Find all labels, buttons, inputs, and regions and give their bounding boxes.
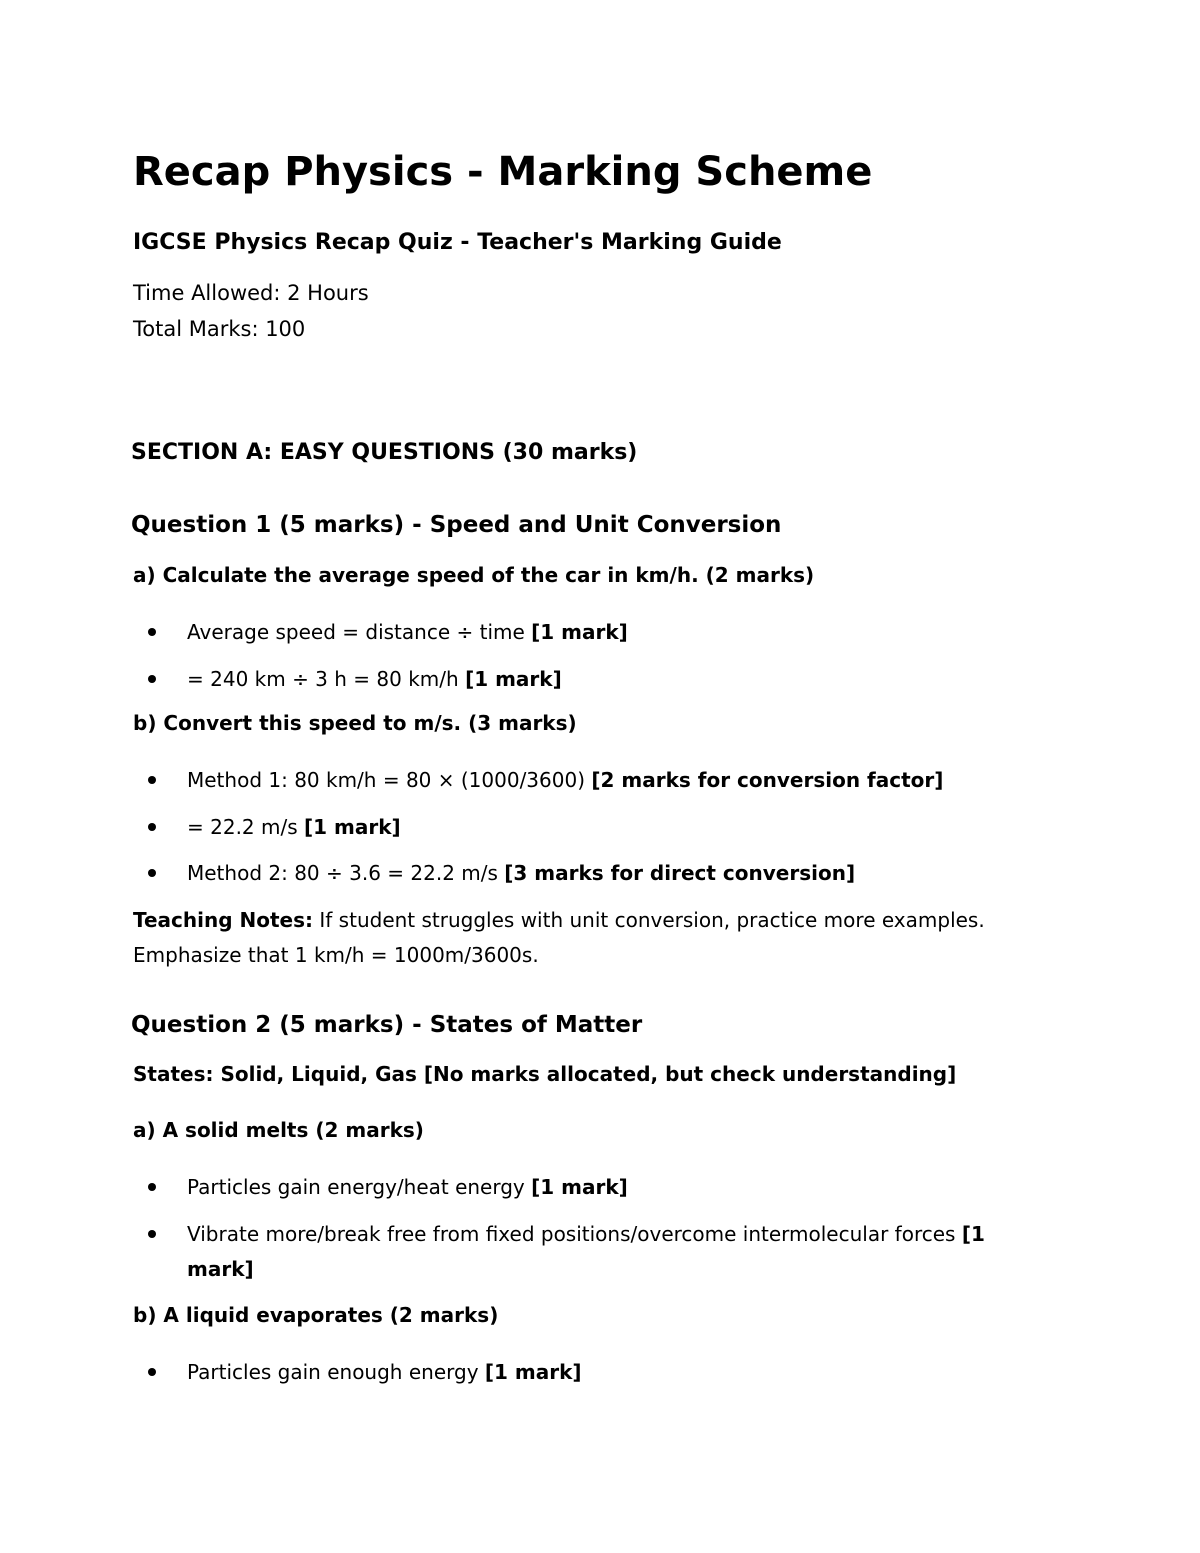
mark-allocation: [1 [961, 1222, 985, 1246]
mark-allocation: [3 marks for direct conversion] [504, 861, 856, 885]
mark-allocation: [1 mark] [531, 620, 628, 644]
list-item-continued [187, 1255, 254, 1283]
mark-allocation: [1 mark] [484, 1360, 582, 1384]
q2-part-a-prompt: a) A solid melts (2 marks) [133, 1118, 424, 1142]
mark-allocation: [1 mark] [465, 667, 562, 691]
list-item: Particles gain energy/heat energy [1 mark] [187, 1175, 628, 1199]
bullet-icon [148, 869, 156, 877]
teaching-notes: Teaching Notes: If student struggles with unit conversion, practice more examples. [133, 908, 985, 932]
page-subtitle: IGCSE Physics Recap Quiz - Teacher's Marking Guide [133, 230, 782, 255]
bullet-icon [148, 1183, 156, 1191]
question-1-heading: Question 1 (5 marks) - Speed and Unit Conversion [131, 512, 782, 538]
list-item: = 22.2 m/s [1 mark] [187, 815, 401, 839]
q1-part-a-prompt: a) Calculate the average speed of the car in km/h. (2 marks) [133, 563, 815, 587]
q2-part-b-prompt: b) A liquid evaporates (2 marks) [133, 1303, 499, 1327]
bullet-icon [148, 628, 156, 636]
page-title: Recap Physics - Marking Scheme [133, 149, 873, 195]
bullet-icon [148, 776, 156, 784]
mark-allocation: [2 marks for conversion factor] [591, 768, 944, 792]
list-item: Vibrate more/break free from fixed positions/overcome intermolecular forces [1 [187, 1222, 985, 1246]
bullet-icon [148, 675, 156, 683]
teaching-notes-label: Teaching Notes: [133, 908, 314, 932]
bullet-icon [148, 1368, 156, 1376]
list-item: Method 1: 80 km/h = 80 × (1000/3600) [2 marks for conversion factor] [187, 768, 944, 792]
bullet-icon [148, 823, 156, 831]
total-marks: Total Marks: 100 [133, 317, 306, 341]
question-2-heading: Question 2 (5 marks) - States of Matter [131, 1012, 643, 1038]
q1-part-b-prompt: b) Convert this speed to m/s. (3 marks) [133, 711, 577, 735]
teaching-notes-continued: Emphasize that 1 km/h = 1000m/3600s. [133, 943, 539, 967]
list-item: Average speed = distance ÷ time [1 mark] [187, 620, 628, 644]
list-item: Method 2: 80 ÷ 3.6 = 22.2 m/s [3 marks for direct conversion] [187, 861, 856, 885]
bullet-icon [148, 1230, 156, 1238]
mark-allocation: [1 mark] [304, 815, 401, 839]
mark-allocation: mark] [187, 1257, 254, 1281]
time-allowed: Time Allowed: 2 Hours [133, 281, 369, 305]
list-item: Particles gain enough energy [1 mark] [187, 1360, 582, 1384]
states-line: States: Solid, Liquid, Gas [No marks allocated, but check understanding] [133, 1062, 957, 1086]
mark-allocation: [1 mark] [531, 1175, 628, 1199]
section-a-heading: SECTION A: EASY QUESTIONS (30 marks) [131, 440, 638, 465]
list-item: = 240 km ÷ 3 h = 80 km/h [1 mark] [187, 667, 562, 691]
